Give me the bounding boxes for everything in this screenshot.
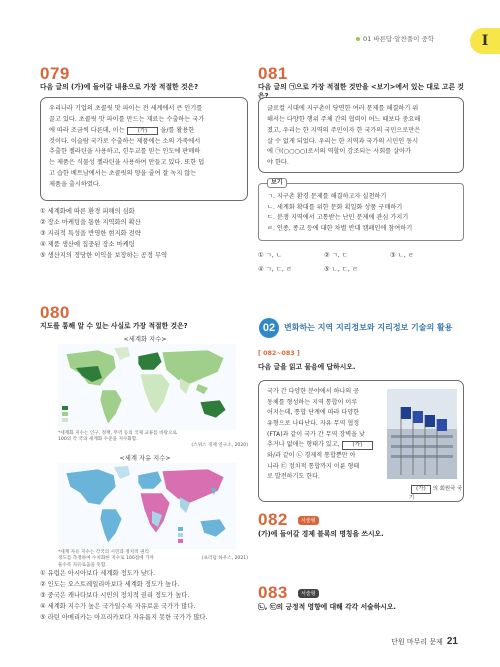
options-080: [40, 568, 255, 623]
passage-line: [267, 440, 385, 451]
option-2[interactable]: ② 인도는 오스트레일리아보다 세계화 정도가 높다.: [40, 581, 180, 589]
map1-source: (스위스 경제 연구소, 2020): [191, 443, 248, 448]
passage-line: 끌고 있다. 초콜릿 맛 파이를 만드는 재료는 수출하는 국가: [49, 115, 205, 123]
passage-box-082-083: [258, 380, 464, 502]
legend-swatch: [62, 412, 68, 416]
option-5[interactable]: ⑤ 생산지의 정당한 이익을 보장하는 공정 무역: [40, 252, 168, 260]
question-number-079: 079: [40, 64, 70, 83]
answer-blank: (가): [127, 127, 159, 136]
building-stripe: [391, 435, 453, 438]
legend-swatch: [62, 418, 68, 422]
options-079: [40, 206, 250, 261]
option-5[interactable]: ⑤ ㄴ, ㄷ, ㄹ: [324, 266, 358, 273]
flag-eu: [437, 419, 447, 431]
passage-line: 유형으로 나타난다. 자유 무역 협정: [267, 419, 360, 427]
question-number-082: 082: [258, 510, 288, 529]
option-4[interactable]: ④ ㄱ, ㄷ, ㄹ: [258, 266, 292, 273]
bogi-item: ㄹ. 인종, 종교 등에 대한 차별 반대 캠페인에 참여하기: [267, 224, 413, 232]
footer-label: 단원 마무리 문제: [391, 638, 443, 646]
bogi-item: ㄷ. 분쟁 지역에서 고통받는 난민 문제에 관심 가지기: [267, 214, 409, 222]
passage-line: 고 습한 베트남에서는 초콜릿의 양을 줄여 잘 녹지 않는: [49, 170, 197, 178]
photo-caption-text: 의 회원국 국기: [409, 486, 463, 502]
page-footer: [391, 636, 458, 647]
caption-line: 100의 각 국의 세계화 수준을 지수화함.: [58, 437, 138, 443]
passage-line: [49, 126, 239, 137]
passage-column: [267, 387, 385, 483]
section-label: [356, 34, 434, 43]
answer-blank: (가): [342, 441, 374, 450]
bogi-item: ㄴ. 세계화 확대를 위한 문화 획일화 상품 구매하기: [267, 203, 403, 211]
option-4[interactable]: ④ 제품 생산에 집중된 장소 마케팅: [40, 241, 135, 249]
passage-line: 야 한다.: [267, 159, 289, 167]
question-number-083: 083: [258, 583, 288, 602]
question-title-081: 다음 글의 ㉠으로 가장 적절한 것만을 <보기>에서 있는 대로 고른 것은?: [258, 83, 464, 100]
page-header: [0, 28, 500, 54]
chapter-tab: I: [470, 28, 500, 54]
passage-line: 제품을 출시하였다.: [49, 180, 101, 188]
passage-box-081: [258, 97, 464, 173]
caption-line: *세계화 지수는 인구, 정책, 무역 등의 국제 교류를 바탕으로: [58, 431, 177, 436]
question-title-080: 지도를 통해 알 수 있는 사실로 가장 적절한 것은?: [40, 322, 188, 330]
passage-line: 살 수 없게 되었다. 우리는 한 지역과 국가의 시민인 동시: [267, 137, 419, 145]
question-title-083: ㉡, ㉢의 긍정적 영향에 대해 각각 서술하시오.: [258, 603, 397, 611]
option-3[interactable]: ③ ㄴ, ㄹ: [390, 252, 414, 259]
photo-caption: [409, 485, 463, 504]
legend-swatch: [62, 406, 68, 410]
map2-caption: [58, 550, 178, 569]
option-3[interactable]: ③ 중국은 캐나다보다 시민의 정치적 권리 정도가 높다.: [40, 592, 190, 600]
caption-line: *세계 자유 지수는 각국의 시민과 정치적 권리: [58, 550, 149, 555]
option-1[interactable]: ① 유럽은 아시아보다 세계화 정도가 낮다.: [40, 570, 155, 577]
caption-line: 정도를 측정하여 수치화한 지수로 100점에 가까: [58, 556, 154, 562]
passage-line: 는 제품은 식물성 젤라틴을 사용하여 만들고 있다. 또한 덥: [49, 159, 205, 167]
passage-line: 어지는데, 통합 단계에 따라 다양한: [267, 409, 360, 417]
option-2[interactable]: ② 장소 마케팅을 통한 지역화의 확산: [40, 219, 141, 227]
essay-badge: 서술형: [298, 589, 319, 598]
passage-line: (FTA)과 같이 국가 간 무역 장벽을 낮: [267, 430, 365, 438]
flag-eu: [413, 411, 423, 423]
world-map-freedom: [58, 463, 236, 549]
bullet-icon: [356, 37, 360, 41]
passage-box-079: [40, 97, 248, 201]
map2-title: <세계 자유 지수>: [119, 455, 171, 462]
option-2[interactable]: ② ㄱ, ㄷ: [324, 252, 348, 259]
passage-line: 우리나라 기업의 초콜릿 맛 파이는 전 세계에서 큰 인기를: [49, 105, 203, 112]
essay-badge: 서술형: [298, 516, 319, 525]
options-row-081-b: [258, 264, 468, 273]
section-title: 변화하는 지역 지리정보와 지리정보 기술의 활용: [284, 323, 453, 332]
building-stripe: [391, 445, 453, 448]
passage-line: 글로컬 시대에 지구촌이 당면한 여러 문제를 해결하기 위: [267, 105, 419, 112]
caption-line: 울수록 자유로움을 뜻함.: [58, 562, 107, 568]
question-title-079: 다음 글의 (가)에 들어갈 내용으로 가장 적절한 것은?: [40, 83, 199, 91]
legend-swatch: [178, 539, 183, 543]
bogi-label: 보기: [267, 178, 287, 188]
passage-text: 에 따라 조금씩 다른데, 이는: [49, 126, 125, 134]
building-stripe: [391, 455, 453, 458]
passage-text: 을/를 활용한: [160, 126, 195, 134]
passage-line: 와/과 같이 ㉡ 경제적 통합뿐만 아: [267, 451, 356, 459]
question-number-080: 080: [40, 303, 70, 322]
map1-title: <세계화 지수>: [123, 336, 167, 343]
passage-line: 졌고, 우리는 한 지역의 주민이자 한 국가의 국민으로만은: [267, 126, 421, 134]
legend-swatch: [178, 533, 183, 537]
passage-line: 동체를 형성하는 지역 통합이 이루: [267, 398, 358, 406]
passage-line: 것이다. 이슬람 국가로 수출하는 제품에는 소의 가죽에서: [49, 137, 201, 145]
legend-swatch: [178, 527, 183, 531]
option-1[interactable]: ① ㄱ, ㄴ: [258, 252, 282, 259]
passage-line: 국가 간 다양한 분야에서 하나의 공: [267, 388, 360, 395]
question-title-082-083: 다음 글을 읽고 물음에 답하시오.: [258, 363, 356, 371]
option-1[interactable]: ① 세계화에 따른 환경 피해의 심화: [40, 208, 135, 215]
option-5[interactable]: ⑤ 라틴 아메리카는 아프리카보다 자유롭지 못한 국가가 많다.: [40, 614, 208, 622]
question-range: [ 082~083 ]: [258, 350, 300, 357]
map2-source: (프리덤 하우스, 2021): [201, 556, 248, 561]
passage-line: 로 발전하기도 한다.: [267, 473, 320, 481]
passage-line: 해서는 다양한 행위 주체 간의 협력이 어느 때보다 중요해: [267, 115, 421, 123]
photo-blank: (가): [411, 485, 431, 494]
flags-photo: [387, 389, 457, 479]
section-label-text: 01 바른답·알찬풀이 중학: [363, 35, 434, 43]
passage-text: 추거나 없애는 형태가 있고,: [267, 441, 340, 449]
option-3[interactable]: ③ 지리적 특성을 반영한 현지화 전략: [40, 230, 141, 238]
page-number: 21: [446, 636, 458, 647]
passage-line: 에 ㉠(○○○○)로서의 역할이 강조되는 사회를 살아가: [267, 148, 412, 156]
passage-line: 니라 ㉢ 정치적 통합까지 이룬 형태: [267, 462, 360, 470]
section-number-badge: 02: [259, 318, 279, 338]
flag-eu: [425, 415, 435, 427]
passage-line: 추출한 젤라틴을 사용하고, 힌두교를 믿는 인도에 판매하: [49, 148, 201, 156]
bogi-box-081: [258, 179, 464, 241]
flag-eu: [401, 407, 411, 419]
option-4[interactable]: ④ 세계화 지수가 높은 국가일수록 자유로운 국가가 많다.: [40, 603, 196, 611]
world-map-globalization: [58, 344, 236, 430]
map1-caption: [58, 431, 238, 444]
question-number-081: 081: [258, 64, 288, 83]
question-title-082: (가)에 들어갈 경제 블록의 명칭을 쓰시오.: [258, 530, 384, 538]
bogi-item: ㄱ. 지구촌 환경 문제를 해결하고자 실천하기: [267, 193, 387, 200]
options-row-081: [258, 250, 468, 259]
